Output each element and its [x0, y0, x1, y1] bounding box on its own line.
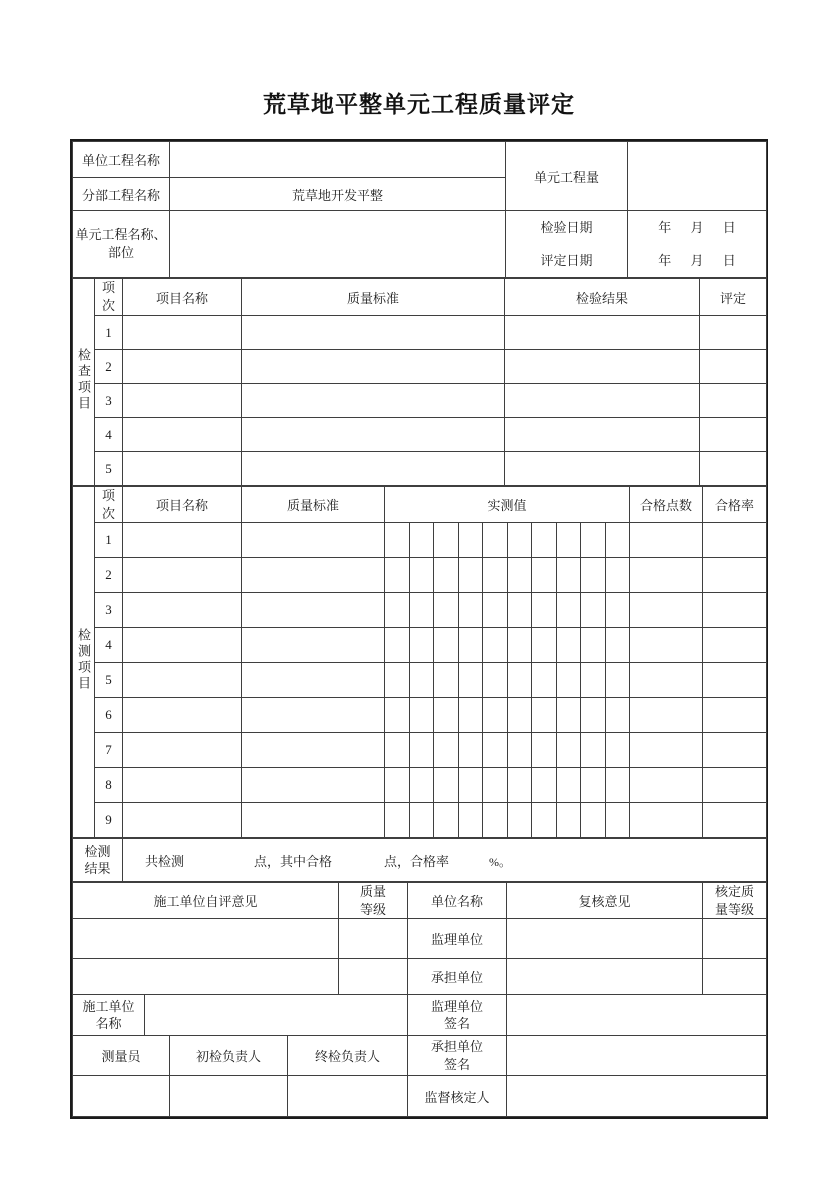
- detect-item-name-cell: [123, 663, 242, 698]
- check-inspection-result-cell: [505, 350, 700, 384]
- check-col-inspection-result: 检验结果: [505, 279, 700, 316]
- measured-value-cell: [581, 698, 606, 733]
- measured-value-cell: [434, 733, 459, 768]
- measured-value-cell: [410, 523, 434, 558]
- detect-item-name-cell: [123, 733, 242, 768]
- pass-rate-cell: [703, 698, 767, 733]
- check-row-index: 5: [95, 452, 123, 486]
- detect-quality-standard-cell: [242, 733, 385, 768]
- result-qualified-text: 点，其中合格: [254, 853, 333, 869]
- detect-item-row: [73, 733, 767, 768]
- measured-value-cell: [410, 733, 434, 768]
- detect-item-row: [73, 803, 767, 838]
- qualified-points-cell: [630, 558, 703, 593]
- detect-quality-standard-cell: [242, 558, 385, 593]
- measured-value-cell: [581, 733, 606, 768]
- measured-value-cell: [459, 733, 483, 768]
- check-item-row: [73, 316, 767, 350]
- measured-value-cell: [434, 593, 459, 628]
- measured-value-cell: [508, 803, 532, 838]
- measured-value-cell: [459, 558, 483, 593]
- measured-value-cell: [410, 663, 434, 698]
- qualified-points-cell: [630, 698, 703, 733]
- approved-grade-label: 核定质 量等级: [703, 883, 767, 919]
- measured-value-cell: [483, 698, 508, 733]
- measured-value-cell: [532, 593, 557, 628]
- check-col-assessment: 评定: [700, 279, 767, 316]
- detect-col-index: 项 次: [95, 487, 123, 523]
- detect-row-index: 7: [95, 733, 123, 768]
- pass-rate-cell: [703, 803, 767, 838]
- check-item-name-cell: [123, 452, 242, 486]
- check-assessment-cell: [700, 418, 767, 452]
- inspect-date-label: 检验日期: [540, 220, 593, 235]
- measured-value-cell: [508, 663, 532, 698]
- division-project-value: 荒草地开发平整: [170, 178, 506, 211]
- inspect-date-value: 年 月 日: [658, 220, 736, 235]
- measured-value-cell: [532, 698, 557, 733]
- measured-value-cell: [459, 698, 483, 733]
- check-inspection-result-cell: [505, 418, 700, 452]
- detect-result-text: [123, 839, 767, 882]
- qualified-points-cell: [630, 768, 703, 803]
- detect-quality-standard-cell: [242, 523, 385, 558]
- detect-row-index: 2: [95, 558, 123, 593]
- header-info-table: [72, 141, 767, 278]
- review-opinion-label: 复核意见: [507, 883, 703, 919]
- undertaking-sign-label: 承担单位 签名: [408, 1036, 507, 1076]
- check-item-name-cell: [123, 418, 242, 452]
- pass-rate-cell: [703, 768, 767, 803]
- measured-value-cell: [434, 523, 459, 558]
- qualified-points-cell: [630, 663, 703, 698]
- measured-value-cell: [581, 803, 606, 838]
- measured-value-cell: [606, 663, 630, 698]
- detect-quality-standard-cell: [242, 698, 385, 733]
- measured-value-cell: [532, 628, 557, 663]
- division-project-label: 分部工程名称: [73, 178, 170, 211]
- measured-value-cell: [434, 698, 459, 733]
- check-row-index: 4: [95, 418, 123, 452]
- detect-quality-standard-cell: [242, 803, 385, 838]
- measured-value-cell: [385, 558, 410, 593]
- check-items-table: [72, 278, 767, 486]
- measured-value-cell: [532, 768, 557, 803]
- measured-value-cell: [606, 558, 630, 593]
- check-assessment-cell: [700, 350, 767, 384]
- quality-grade-cell: [339, 919, 408, 959]
- detect-quality-standard-cell: [242, 628, 385, 663]
- detect-row-index: 5: [95, 663, 123, 698]
- measured-value-cell: [557, 768, 581, 803]
- check-row-index: 3: [95, 384, 123, 418]
- check-item-row: [73, 384, 767, 418]
- check-item-row: [73, 350, 767, 384]
- measured-value-cell: [459, 523, 483, 558]
- measured-value-cell: [508, 558, 532, 593]
- supervision-review-opinion-cell: [507, 919, 703, 959]
- measured-value-cell: [557, 558, 581, 593]
- form-title: 荒草地平整单元工程质量评定: [263, 92, 575, 117]
- detect-item-row: [73, 523, 767, 558]
- check-col-item-name: 项目名称: [123, 279, 242, 316]
- measured-value-cell: [410, 768, 434, 803]
- measured-value-cell: [385, 768, 410, 803]
- undertaking-approved-grade-cell: [703, 959, 767, 995]
- unit-name-part-label: 单元工程名称、 部位: [73, 211, 170, 278]
- quality-grade-cell: [339, 959, 408, 995]
- pass-rate-cell: [703, 593, 767, 628]
- detect-col-item-name: 项目名称: [123, 487, 242, 523]
- pass-rate-cell: [703, 628, 767, 663]
- detect-item-row: [73, 663, 767, 698]
- check-assessment-cell: [700, 384, 767, 418]
- detect-item-row: [73, 558, 767, 593]
- measured-value-cell: [483, 558, 508, 593]
- supervisor-approver-sign-cell: [507, 1076, 767, 1117]
- result-percent-text: %。: [489, 854, 512, 869]
- detect-quality-standard-cell: [242, 663, 385, 698]
- measured-value-cell: [385, 593, 410, 628]
- pass-rate-cell: [703, 663, 767, 698]
- check-col-quality-standard: 质量标准: [242, 279, 505, 316]
- detect-result-label: 检测 结果: [73, 839, 123, 882]
- date-values-cell: [628, 211, 767, 278]
- measured-value-cell: [459, 663, 483, 698]
- result-rate-text: 点，合格率: [384, 853, 450, 869]
- pass-rate-cell: [703, 733, 767, 768]
- result-total-text: 共检测: [145, 853, 185, 869]
- detect-item-name-cell: [123, 698, 242, 733]
- measured-value-cell: [483, 768, 508, 803]
- check-row-index: 2: [95, 350, 123, 384]
- detect-item-name-cell: [123, 558, 242, 593]
- quality-assessment-form: [70, 139, 768, 1119]
- check-inspection-result-cell: [505, 452, 700, 486]
- measured-value-cell: [557, 523, 581, 558]
- measured-value-cell: [385, 733, 410, 768]
- check-quality-standard-cell: [242, 350, 505, 384]
- detect-row-index: 1: [95, 523, 123, 558]
- measured-value-cell: [532, 558, 557, 593]
- unit-project-value-cell: [170, 142, 506, 178]
- measured-value-cell: [532, 803, 557, 838]
- undertaking-unit-label: 承担单位: [408, 959, 507, 995]
- measured-value-cell: [581, 628, 606, 663]
- detect-items-side-label: 检测项目: [73, 487, 95, 838]
- check-item-name-cell: [123, 350, 242, 384]
- measured-value-cell: [508, 523, 532, 558]
- unit-quantity-value-cell: [628, 142, 767, 211]
- measured-value-cell: [483, 663, 508, 698]
- unit-project-label: 单位工程名称: [73, 142, 170, 178]
- detect-item-row: [73, 768, 767, 803]
- measured-value-cell: [410, 558, 434, 593]
- check-quality-standard-cell: [242, 418, 505, 452]
- unit-name-label: 单位名称: [408, 883, 507, 919]
- measured-value-cell: [434, 628, 459, 663]
- measured-value-cell: [581, 593, 606, 628]
- check-item-name-cell: [123, 384, 242, 418]
- check-assessment-cell: [700, 316, 767, 350]
- detect-row-index: 8: [95, 768, 123, 803]
- qualified-points-cell: [630, 733, 703, 768]
- measured-value-cell: [606, 733, 630, 768]
- self-opinion-cell: [73, 959, 339, 995]
- measured-value-cell: [606, 803, 630, 838]
- detect-col-quality-standard: 质量标准: [242, 487, 385, 523]
- measured-value-cell: [581, 768, 606, 803]
- supervision-sign-cell: [507, 995, 767, 1036]
- qualified-points-cell: [630, 523, 703, 558]
- measured-value-cell: [606, 768, 630, 803]
- measured-value-cell: [532, 523, 557, 558]
- measured-value-cell: [434, 663, 459, 698]
- measured-value-cell: [385, 663, 410, 698]
- measured-value-cell: [606, 628, 630, 663]
- measured-value-cell: [385, 523, 410, 558]
- detect-item-row: [73, 593, 767, 628]
- measured-value-cell: [508, 733, 532, 768]
- detect-col-measured-values: 实测值: [385, 487, 630, 523]
- detect-item-name-cell: [123, 523, 242, 558]
- undertaking-review-opinion-cell: [507, 959, 703, 995]
- measured-value-cell: [581, 558, 606, 593]
- measured-value-cell: [410, 698, 434, 733]
- check-item-row: [73, 452, 767, 486]
- supervision-sign-label: 监理单位 签名: [408, 995, 507, 1036]
- measured-value-cell: [508, 768, 532, 803]
- check-item-row: [73, 418, 767, 452]
- measured-value-cell: [434, 558, 459, 593]
- detect-quality-standard-cell: [242, 593, 385, 628]
- qualified-points-cell: [630, 803, 703, 838]
- measured-value-cell: [606, 523, 630, 558]
- measured-value-cell: [557, 733, 581, 768]
- measured-value-cell: [581, 523, 606, 558]
- measured-value-cell: [385, 698, 410, 733]
- assess-date-value: 年 月 日: [658, 253, 736, 268]
- check-items-side-label: 检查项目: [73, 279, 95, 486]
- measured-value-cell: [410, 803, 434, 838]
- measured-value-cell: [385, 628, 410, 663]
- check-assessment-cell: [700, 452, 767, 486]
- check-row-index: 1: [95, 316, 123, 350]
- detect-col-pass-rate: 合格率: [703, 487, 767, 523]
- measured-value-cell: [385, 803, 410, 838]
- measured-value-cell: [483, 628, 508, 663]
- detect-item-row: [73, 698, 767, 733]
- measured-value-cell: [557, 593, 581, 628]
- measured-value-cell: [459, 768, 483, 803]
- unit-name-part-value-cell: [170, 211, 506, 278]
- check-col-index: 项 次: [95, 279, 123, 316]
- detect-quality-standard-cell: [242, 768, 385, 803]
- detect-items-table: [72, 486, 767, 838]
- check-quality-standard-cell: [242, 384, 505, 418]
- initial-inspector-label: 初检负责人: [170, 1036, 288, 1076]
- measured-value-cell: [532, 663, 557, 698]
- measured-value-cell: [508, 698, 532, 733]
- measured-value-cell: [459, 628, 483, 663]
- detect-row-index: 6: [95, 698, 123, 733]
- quality-grade-label: 质量 等级: [339, 883, 408, 919]
- detect-item-row: [73, 628, 767, 663]
- detect-item-name-cell: [123, 768, 242, 803]
- measured-value-cell: [508, 593, 532, 628]
- measured-value-cell: [434, 768, 459, 803]
- measured-value-cell: [508, 628, 532, 663]
- check-inspection-result-cell: [505, 384, 700, 418]
- self-opinion-label: 施工单位自评意见: [73, 883, 339, 919]
- detect-row-index: 9: [95, 803, 123, 838]
- measured-value-cell: [606, 593, 630, 628]
- construction-unit-name-cell: [145, 995, 408, 1036]
- measured-value-cell: [606, 698, 630, 733]
- pass-rate-cell: [703, 523, 767, 558]
- measured-value-cell: [459, 803, 483, 838]
- measured-value-cell: [557, 803, 581, 838]
- check-quality-standard-cell: [242, 316, 505, 350]
- assess-date-label: 评定日期: [540, 253, 593, 268]
- measured-value-cell: [557, 628, 581, 663]
- measured-value-cell: [483, 803, 508, 838]
- check-item-name-cell: [123, 316, 242, 350]
- supervision-approved-grade-cell: [703, 919, 767, 959]
- measured-value-cell: [557, 698, 581, 733]
- detect-row-index: 3: [95, 593, 123, 628]
- supervision-unit-label: 监理单位: [408, 919, 507, 959]
- measured-value-cell: [483, 593, 508, 628]
- measured-value-cell: [483, 733, 508, 768]
- check-inspection-result-cell: [505, 316, 700, 350]
- self-opinion-cell: [73, 919, 339, 959]
- detect-item-name-cell: [123, 628, 242, 663]
- final-inspector-label: 终检负责人: [288, 1036, 408, 1076]
- date-labels-cell: [506, 211, 628, 278]
- detect-item-name-cell: [123, 803, 242, 838]
- measured-value-cell: [434, 803, 459, 838]
- detect-col-qualified-points: 合格点数: [630, 487, 703, 523]
- measured-value-cell: [557, 663, 581, 698]
- initial-inspector-sign-cell: [170, 1076, 288, 1117]
- measured-value-cell: [581, 663, 606, 698]
- measured-value-cell: [410, 593, 434, 628]
- construction-unit-name-label: 施工单位 名称: [73, 995, 145, 1036]
- pass-rate-cell: [703, 558, 767, 593]
- detect-item-name-cell: [123, 593, 242, 628]
- measured-value-cell: [410, 628, 434, 663]
- final-inspector-sign-cell: [288, 1076, 408, 1117]
- check-quality-standard-cell: [242, 452, 505, 486]
- measured-value-cell: [532, 733, 557, 768]
- surveyor-label: 测量员: [73, 1036, 170, 1076]
- surveyor-sign-cell: [73, 1076, 170, 1117]
- measured-value-cell: [459, 593, 483, 628]
- supervisor-approver-label: 监督核定人: [408, 1076, 507, 1117]
- qualified-points-cell: [630, 593, 703, 628]
- review-signature-table: [72, 882, 767, 1117]
- detect-result-table: [72, 838, 767, 882]
- undertaking-sign-cell: [507, 1036, 767, 1076]
- unit-quantity-label: 单元工程量: [506, 142, 628, 211]
- qualified-points-cell: [630, 628, 703, 663]
- measured-value-cell: [483, 523, 508, 558]
- detect-row-index: 4: [95, 628, 123, 663]
